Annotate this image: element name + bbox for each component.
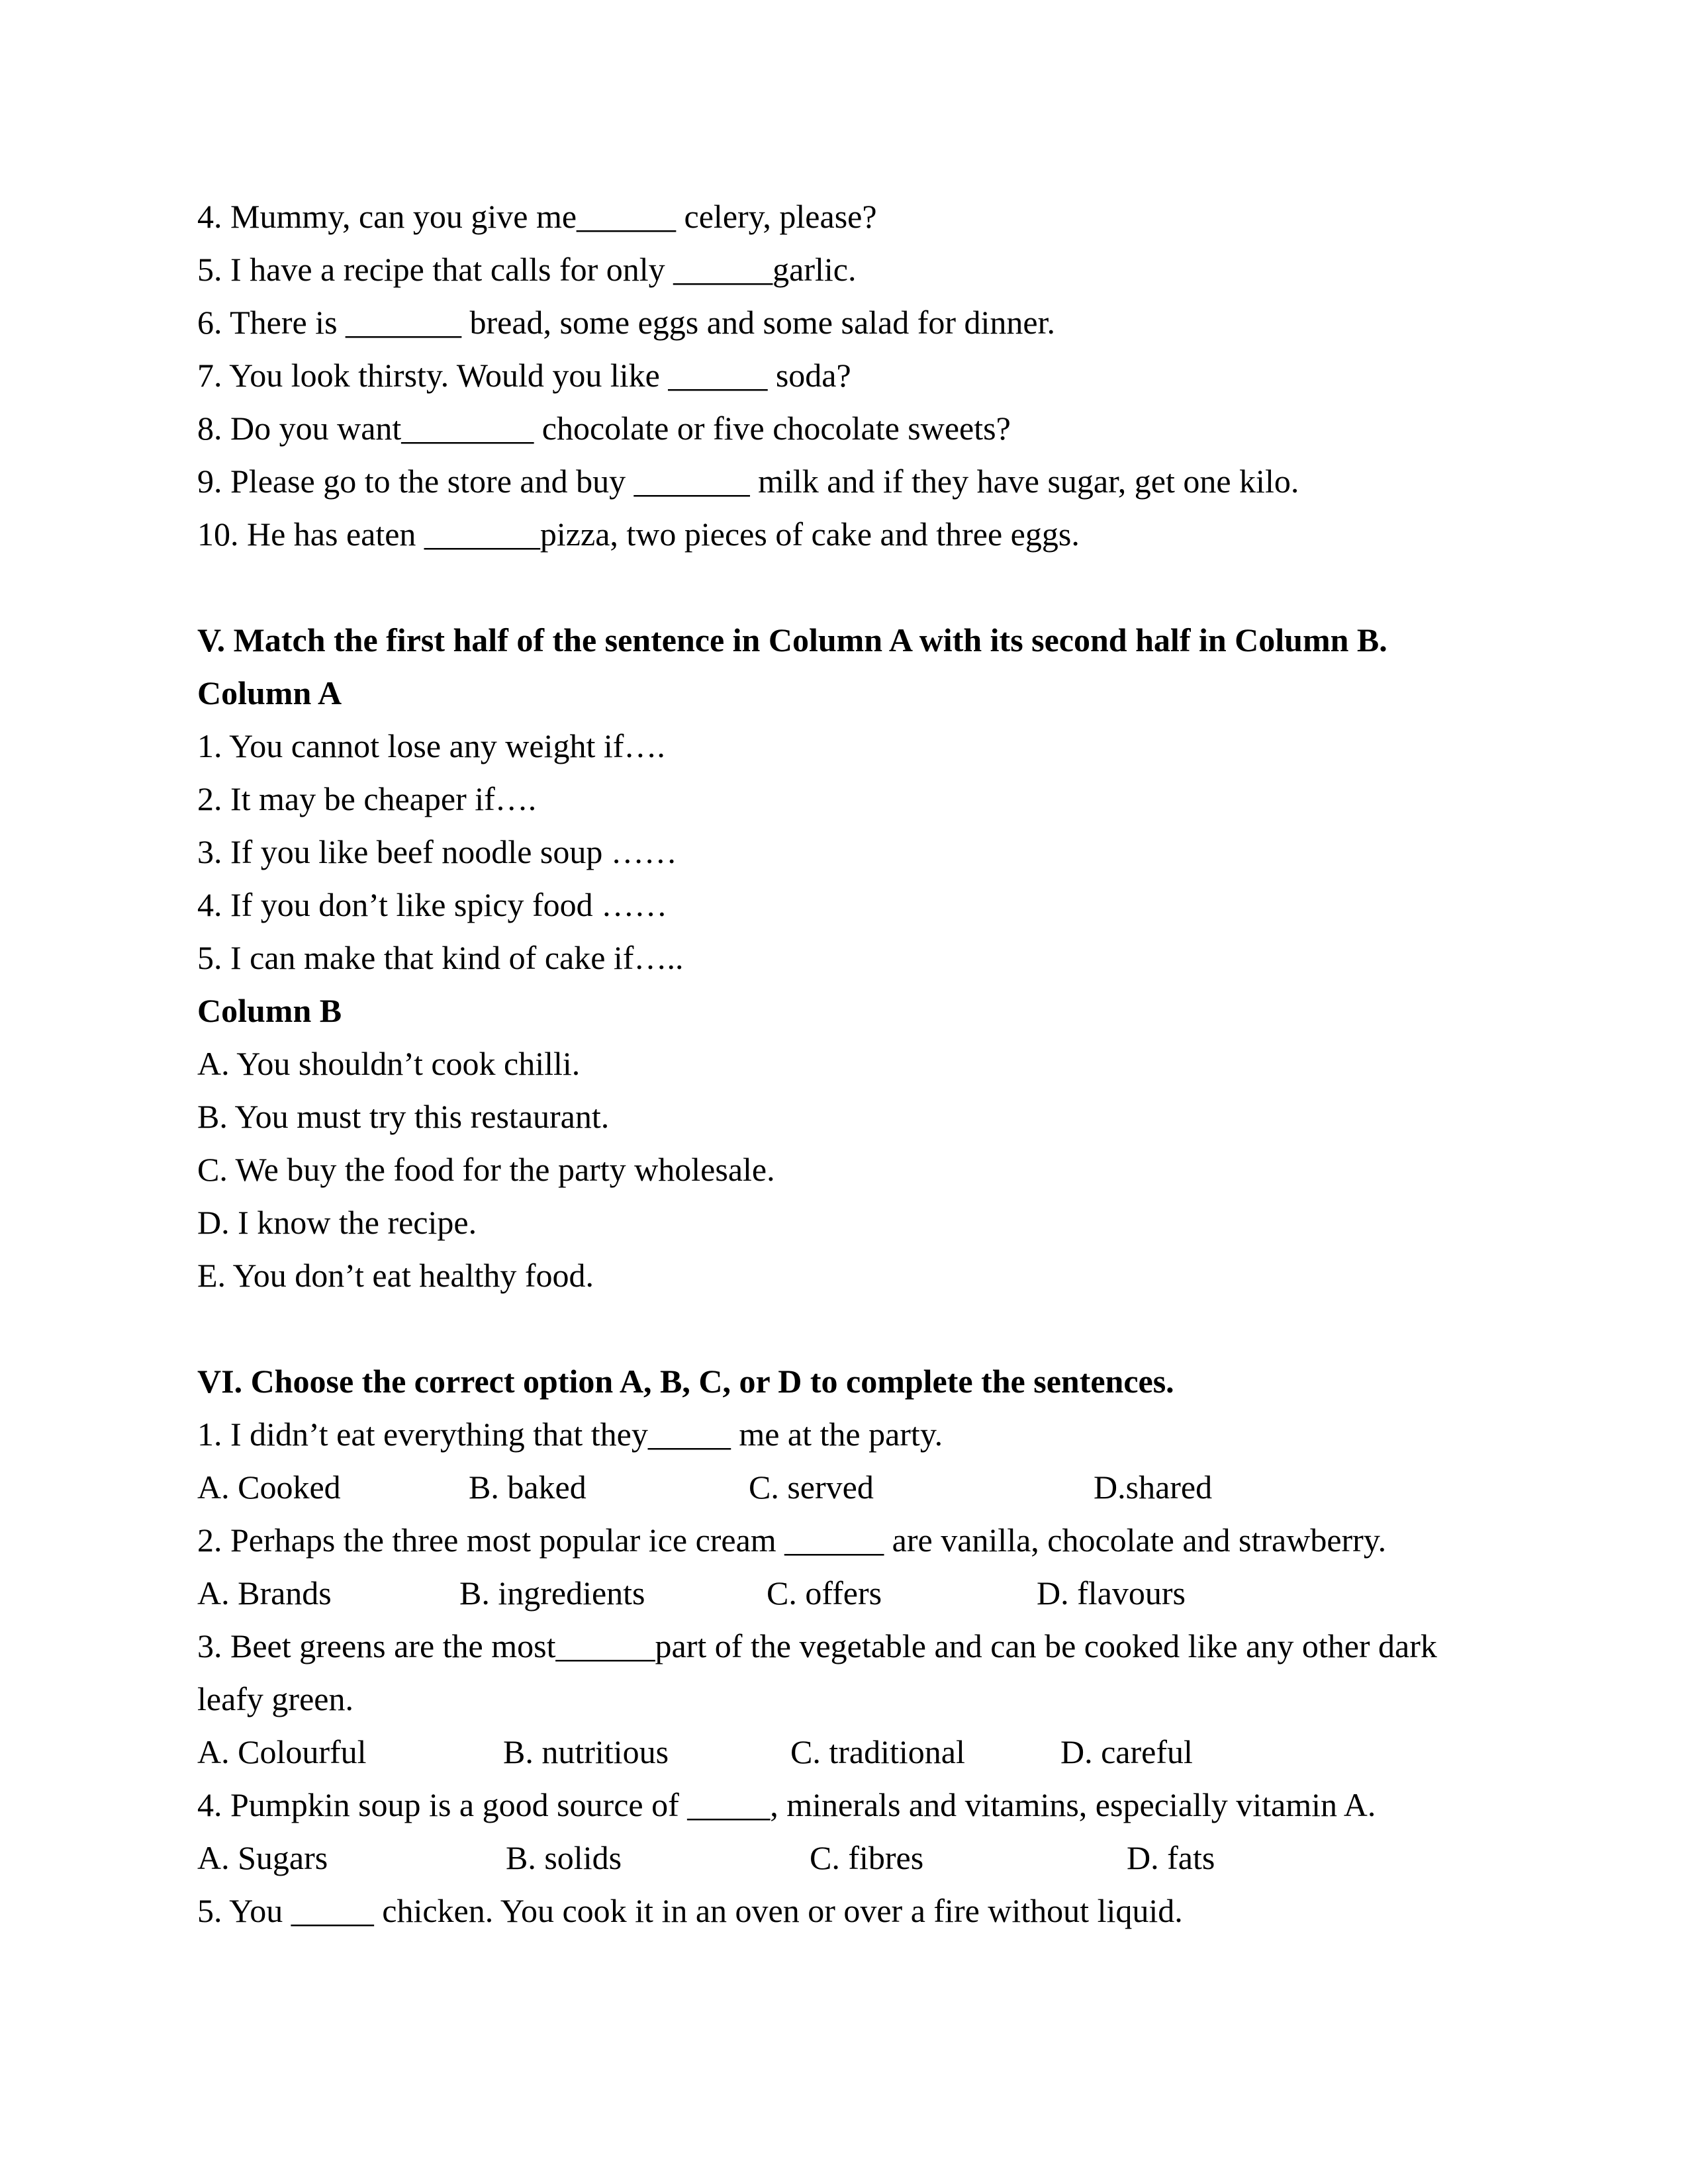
question-iv-7: 7. You look thirsty. Would you like ______ soda?: [197, 357, 851, 394]
options-vi-3: [197, 1725, 1495, 1778]
question-vi-2: 2. Perhaps the three most popular ice cream ______ are vanilla, chocolate and strawberry.: [197, 1522, 1387, 1559]
option-b: B. ingredients: [459, 1574, 645, 1612]
options-vi-4: [197, 1831, 1495, 1884]
column-a-item: 3. If you like beef noodle soup ……: [197, 833, 677, 870]
column-b-item: C. We buy the food for the party wholesale.: [197, 1151, 775, 1188]
option-a: A. Colourful: [197, 1733, 367, 1770]
question-vi-5: 5. You _____ chicken. You cook it in an oven or over a fire without liquid.: [197, 1892, 1183, 1929]
column-a-title: Column A: [197, 674, 342, 711]
option-c: C. offers: [767, 1574, 882, 1612]
option-b: B. solids: [506, 1839, 622, 1876]
option-b: B. nutritious: [503, 1733, 669, 1770]
column-a-item: 5. I can make that kind of cake if…..: [197, 939, 684, 976]
question-iv-8: 8. Do you want________ chocolate or five chocolate sweets?: [197, 410, 1011, 447]
options-vi-2: [197, 1567, 1495, 1619]
column-b-item: E. You don’t eat healthy food.: [197, 1257, 594, 1294]
option-d: D. careful: [1060, 1733, 1193, 1770]
option-b: B. baked: [469, 1469, 586, 1506]
column-a-item: 4. If you don’t like spicy food ……: [197, 886, 668, 923]
question-iv-10: 10. He has eaten _______pizza, two pieces of cake and three eggs.: [197, 516, 1080, 553]
question-iv-5: 5. I have a recipe that calls for only ______garlic.: [197, 251, 857, 288]
column-a-item: 1. You cannot lose any weight if….: [197, 727, 665, 764]
column-b-item: B. You must try this restaurant.: [197, 1098, 610, 1135]
section-v-heading: V. Match the first half of the sentence in Column A with its second half in Column B.: [197, 621, 1387, 659]
question-vi-1: 1. I didn’t eat everything that they_____ me at the party.: [197, 1416, 943, 1453]
question-vi-3-continued: leafy green.: [197, 1680, 353, 1717]
option-d: D. fats: [1127, 1839, 1215, 1876]
option-a: A. Cooked: [197, 1469, 341, 1506]
question-iv-9: 9. Please go to the store and buy _______ milk and if they have sugar, get one kilo.: [197, 463, 1299, 500]
option-a: A. Brands: [197, 1574, 332, 1612]
option-c: C. fibres: [810, 1839, 924, 1876]
option-d: D.shared: [1094, 1469, 1213, 1506]
question-vi-4: 4. Pumpkin soup is a good source of _____, minerals and vitamins, especially vitamin A.: [197, 1786, 1376, 1823]
worksheet-page: [197, 190, 1495, 1937]
column-b-title: Column B: [197, 992, 342, 1029]
options-vi-1: [197, 1461, 1495, 1514]
column-b-item: D. I know the recipe.: [197, 1204, 477, 1241]
option-d: D. flavours: [1037, 1574, 1186, 1612]
question-iv-4: 4. Mummy, can you give me______ celery, please?: [197, 198, 877, 235]
column-b-item: A. You shouldn’t cook chilli.: [197, 1045, 581, 1082]
question-vi-3: 3. Beet greens are the most______part of the vegetable and can be cooked like any other dark: [197, 1627, 1437, 1664]
question-iv-6: 6. There is _______ bread, some eggs and some salad for dinner.: [197, 304, 1055, 341]
section-vi-heading: VI. Choose the correct option A, B, C, or D to complete the sentences.: [197, 1363, 1174, 1400]
option-a: A. Sugars: [197, 1839, 328, 1876]
option-c: C. traditional: [790, 1733, 965, 1770]
option-c: C. served: [749, 1469, 874, 1506]
column-a-item: 2. It may be cheaper if….: [197, 780, 537, 817]
